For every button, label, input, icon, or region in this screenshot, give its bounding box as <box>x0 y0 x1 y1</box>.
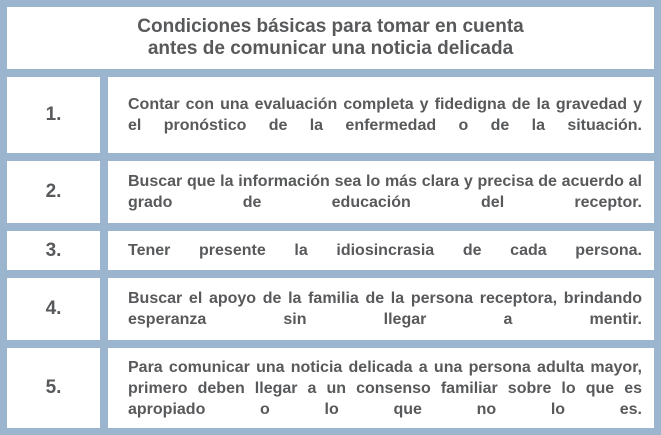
row-3-text-content: Tener presente la idiosincrasia de cada persona. <box>128 242 642 259</box>
row-2-number: 2. <box>7 161 100 223</box>
table-title <box>7 7 654 69</box>
row-5-number: 5. <box>7 348 100 428</box>
row-4-number: 4. <box>7 278 100 340</box>
title-line-2: antes de comunicar una noticia delicada <box>147 38 514 59</box>
row-1-number: 1. <box>7 77 100 153</box>
row-4-text-content: Buscar el apoyo de la familia de la persona receptora, brindando esperanza sin llegar a mentir. <box>128 290 642 328</box>
row-1-text-content: Contar con una evaluación completa y fidedigna de la gravedad y el pronóstico de la enfermedad o de la situación. <box>128 96 642 134</box>
row-2-text <box>108 161 654 223</box>
row-5-text <box>108 348 654 428</box>
row-2-text-content: Buscar que la información sea lo más clara y precisa de acuerdo al grado de educación del receptor. <box>128 173 642 211</box>
row-3-text <box>108 231 654 270</box>
title-line-1: Condiciones básicas para tomar en cuenta <box>137 16 524 37</box>
row-1-text <box>108 77 654 153</box>
row-5-text-content: Para comunicar una noticia delicada a una persona adulta mayor, primero deben llegar a un consenso familiar sobre lo que es apropiado o lo que no lo es. <box>128 358 642 418</box>
row-3-number: 3. <box>7 231 100 270</box>
row-4-text <box>108 278 654 340</box>
